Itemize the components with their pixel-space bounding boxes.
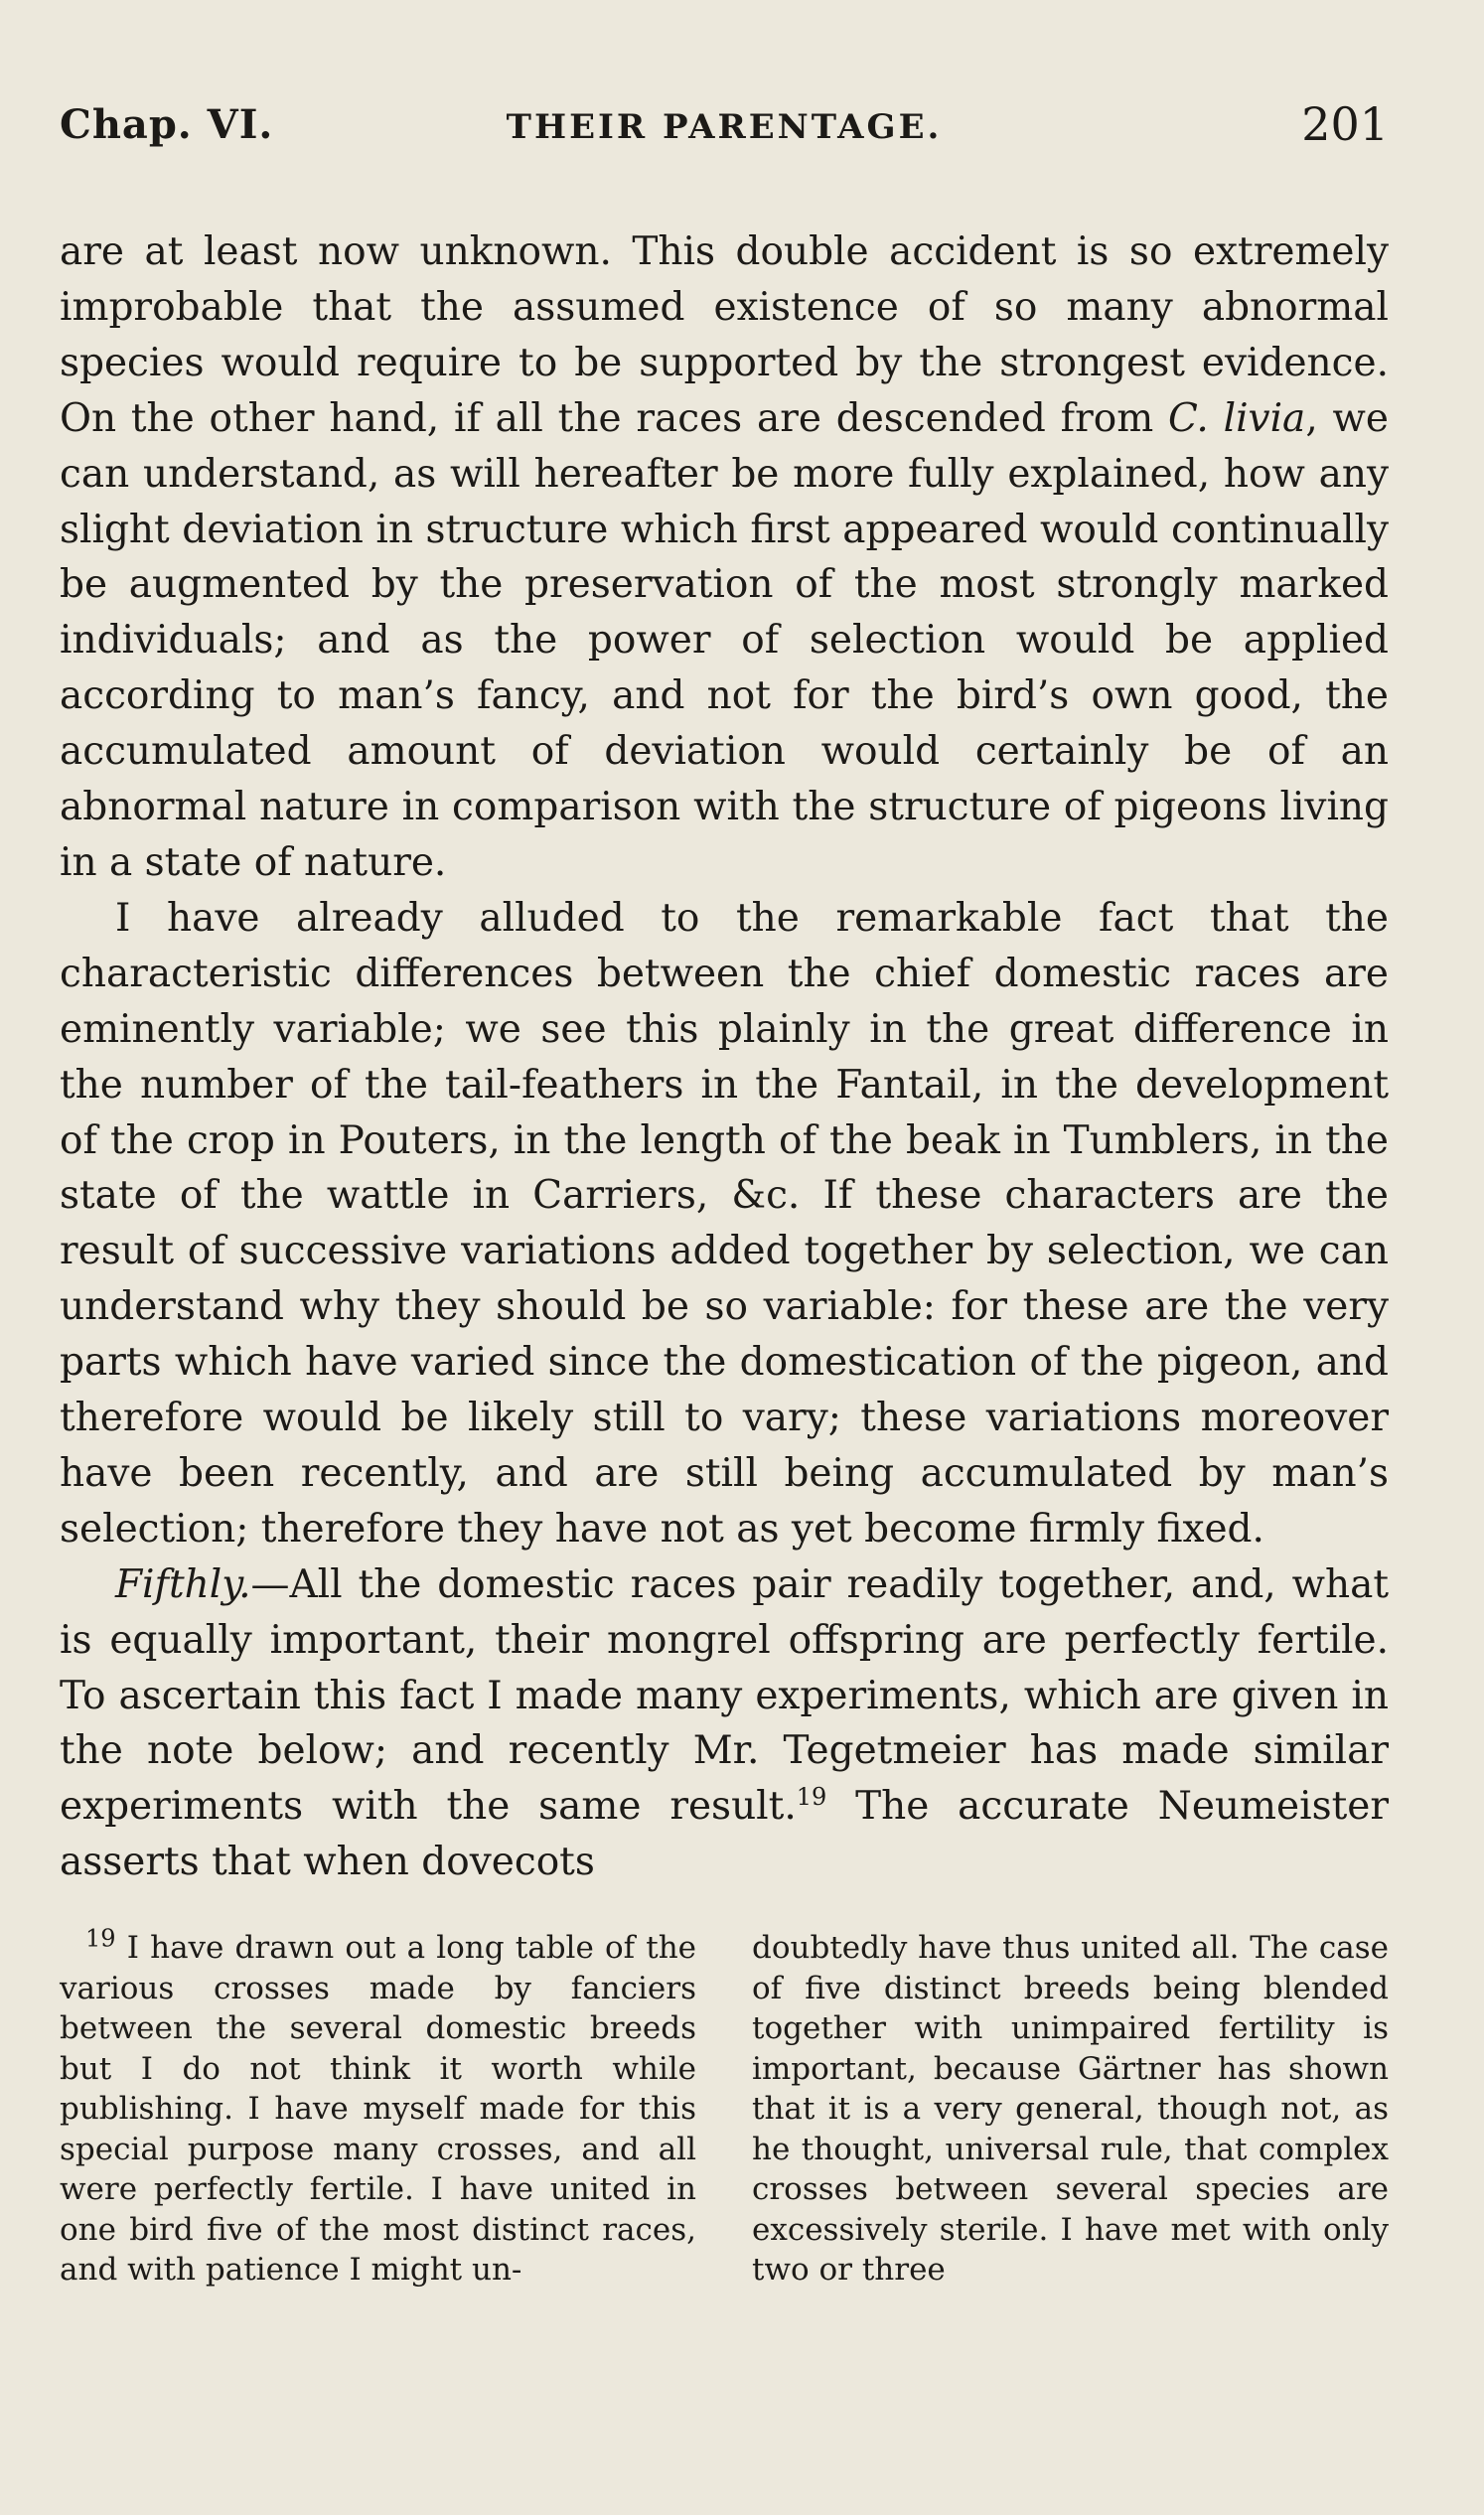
footnotes — [60, 1924, 1389, 2291]
paragraph-1 — [60, 224, 1389, 891]
page-number: 201 — [1301, 97, 1389, 151]
footnote-body-1: I have drawn out a long table of the various crosses made by fanciers between the several domestic breeds but I do not think it worth while publishing. I have myself made for this special purpose many crosses, and all were perfectly fertile. I have united in one bird five of the most distinct races, and with patience I might un- — [60, 1930, 696, 2289]
footnote-column-2 — [752, 1928, 1389, 2291]
footnote-ref: 19 — [796, 1783, 827, 1812]
running-head — [60, 99, 1389, 169]
footnote-text-1 — [60, 1924, 696, 2291]
main-text — [60, 224, 1389, 1890]
paragraph-1-rest: , we can understand, as will hereafter be more fully explained, how any slight deviation in structure which first appeared would continually be augmented by the preservation of the most strongly marked individuals; and as the power of selection would be applied according to man’s fancy, and not for the bird’s own good, the accumulated amount of deviation would certainly be of an abnormal nature in comparison with the structure of pigeons living in a state of nature. — [60, 395, 1389, 885]
paragraph-2: I have already alluded to the remarkable fact that the characteristic differences between the chief domestic races are eminently variable; we see this plainly in the great difference in the number of the tail-feathers in the Fantail, in the development of the crop in Pouters, in the length of the beak in Tumblers, in the state of the wattle in Carriers, &c. If these characters are the result of successive variations added together by selection, we can understand why they should be so variable: for these are the very parts which have varied since the domestication of the pigeon, and therefore would be likely still to vary; these variations moreover have been recently, and are still being accumulated by man’s selection; therefore they have not as yet become firmly fixed. — [60, 895, 1389, 1552]
paragraph-3-text: —All the domestic races pair readily together, and, what is equally important, their mongrel offspring are perfectly fertile. To ascertain this fact I made many experiments, which are given in the note below; and recently Mr. Tegetmeier has made similar experiments with the same result. — [60, 1561, 1389, 1830]
footnote-text-2: doubtedly have thus united all. The case of five distinct breeds being blended together with unimpaired fertility is important, because Gärtner has shown that it is a very general, though not, as he thought, universal rule, that complex crosses between several species are excessively sterile. I have met with only two or three — [752, 1930, 1389, 2289]
paragraph-3 — [60, 1557, 1389, 1890]
section-lead: Fifthly. — [115, 1561, 251, 1607]
footnote-column-1 — [60, 1924, 696, 2291]
species-name: C. livia — [1167, 395, 1306, 441]
footnote-marker: 19 — [85, 1924, 116, 1953]
paragraph-1-text: are at least now unknown. This double accident is so extremely improbable that the assumed existence of so many abnormal species would require to be supported by the strongest evidence. On the other hand, if all the races are descended from — [60, 229, 1389, 441]
running-title: THEIR PARENTAGE. — [506, 107, 943, 147]
chapter-label: Chap. VI. — [60, 101, 274, 148]
paragraph-3-rest: The accurate Neumeister asserts that when dovecots — [60, 1784, 1389, 1885]
